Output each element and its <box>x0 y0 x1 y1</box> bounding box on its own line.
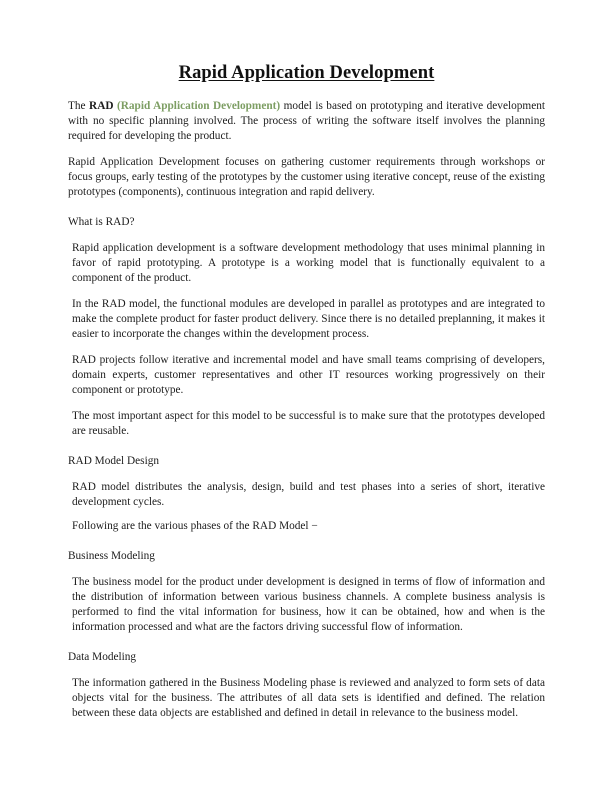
paragraph-business-modeling: The business model for the product under development is designed in terms of flow of information and the distribution of information between various business channels. A complete business analysis is performed to find the vital information for business, how it can be obtained, how and when is the information processed and what are the factors driving successful flow of information. <box>72 576 545 634</box>
paragraph-most-important: The most important aspect for this model to be successful is to make sure that the prototypes developed are reusable. <box>72 410 545 438</box>
intro-rest-text: model is based on prototyping and iterative development with no specific planning involved. The process of writing the software itself involves the planning required for developing the product. <box>68 100 545 143</box>
paragraph-following-phases: Following are the various phases of the RAD Model − <box>72 520 318 533</box>
heading-data-modeling: Data Modeling <box>68 651 137 664</box>
heading-business-modeling: Business Modeling <box>68 550 155 563</box>
paragraph-rad-projects: RAD projects follow iterative and incremental model and have small teams comprising of developers, domain experts, customer representatives and other IT resources working progressively on their component or prototype. <box>72 354 545 397</box>
intro-lead-text: The <box>68 100 90 113</box>
intro-bold-term: RAD <box>89 100 114 113</box>
paragraph-data-modeling: The information gathered in the Business Modeling phase is reviewed and analyzed to form sets of data objects vital for the business. The attributes of all data sets is identified and defined. The relation between these data objects are established and defined in detail in relevance to the business model. <box>72 677 545 720</box>
paragraph-focus: Rapid Application Development focuses on gathering customer requirements through workshops or focus groups, early testing of the prototypes by the customer using iterative concept, reuse of the existing prototypes (components), continuous integration and rapid delivery. <box>68 156 545 199</box>
intro-accent-text: (Rapid Application Development) <box>113 100 281 113</box>
page-title <box>68 62 545 85</box>
paragraph-rad-model: In the RAD model, the functional modules are developed in parallel as prototypes and are integrated to make the complete product for faster product delivery. Since there is no detailed preplanning, it makes it easier to incorporate the changes within the development process. <box>72 298 545 341</box>
document-body <box>68 62 545 732</box>
heading-rad-model-design: RAD Model Design <box>68 455 159 468</box>
page-title-text: Rapid Application Development <box>178 63 435 83</box>
paragraph-distributes: RAD model distributes the analysis, design, build and test phases into a series of short, iterative development cycles. <box>72 481 545 509</box>
heading-what-is-rad: What is RAD? <box>68 216 135 229</box>
paragraph-intro <box>68 99 545 144</box>
paragraph-methodology: Rapid application development is a software development methodology that uses minimal planning in favor of rapid prototyping. A prototype is a working model that is functionally equivalent to a component of the product. <box>72 242 545 285</box>
